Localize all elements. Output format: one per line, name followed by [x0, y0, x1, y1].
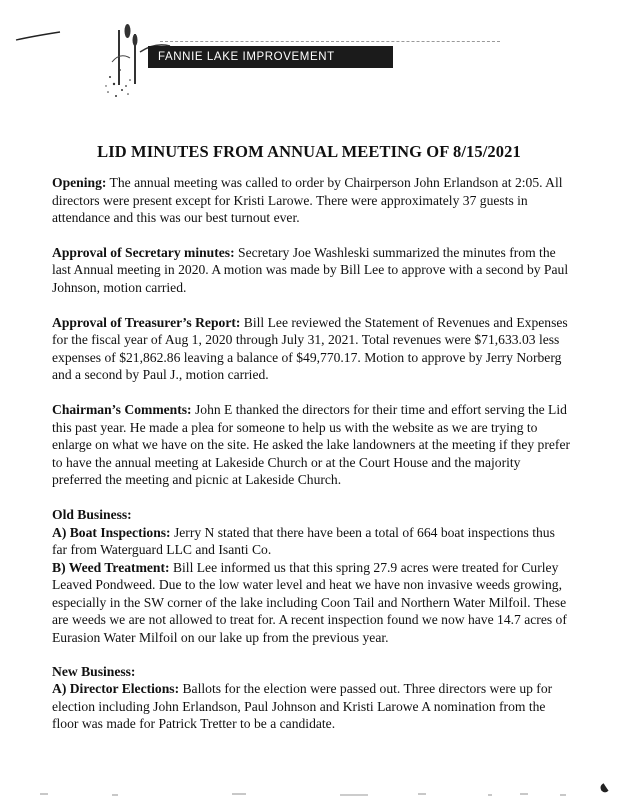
old-business-heading: Old Business: — [52, 506, 132, 522]
new-business-section — [52, 663, 572, 733]
new-business-heading: New Business: — [52, 663, 136, 679]
opening-heading: Opening: — [52, 175, 107, 190]
treasurer-text: Bill Lee reviewed the Statement of Revenues and Expenses for the fiscal year of Aug 1, 2020 through July 31, 2021. Total revenues were $71,633.03 less expenses of $21,862.86 leaving a balance of $49,770.17. Motion to approve by Jerry Norberg and a second by Paul J., motion carried. — [52, 314, 568, 383]
secretary-text: Secretary Joe Washleski summarized the minutes from the last Annual meeting in 2020. A motion was made by Bill Lee to approve with a second by Paul Johnson, motion carried. — [52, 244, 569, 295]
director-elections-heading: A) Director Elections: — [52, 681, 180, 697]
header-dashed-rule — [160, 41, 500, 42]
scan-bottom-artifacts — [0, 780, 618, 800]
old-business-item — [52, 524, 572, 559]
new-business-item — [52, 680, 572, 733]
minutes-body — [52, 174, 572, 750]
weed-treatment-text: Bill Lee informed us that this spring 27.9 acres were treated for Curley Leaved Pondweed. Due to the low water level and heat we have non invasive weeds growing, especially in the SW corner of the lake including Coon Tail and Northern Water Milfoil. These are weeds we are not allowed to treat for. A recent inspection found we now have 14.7 acres of Eurasion Water Milfoil on our lake up from the previous year. — [52, 559, 567, 646]
chairman-section — [52, 401, 572, 489]
chairman-text: John E thanked the directors for their time and effort serving the Lid this past year. He made a plea for someone to help us with the website as we are trying to enlarge on what we have on the site. He asked the lake landowners at the meeting if they prefer to have the annual meeting at Lakeside Church or at the Court House and the majority preferred the meeting and picnic at Lakeside Church. — [52, 401, 571, 488]
secretary-heading: Approval of Secretary minutes: — [52, 244, 235, 260]
treasurer-heading: Approval of Treasurer’s Report: — [52, 314, 241, 330]
opening-text: The annual meeting was called to order by Chairperson John Erlandson at 2:05. All directors were present except for Kristi Larowe. There were approximately 37 guests in attendance and this was our best turnout ever. — [52, 175, 563, 226]
old-business-item — [52, 559, 572, 647]
document-title: LID MINUTES FROM ANNUAL MEETING OF 8/15/2021 — [97, 142, 521, 161]
scan-mark-pen-stroke — [14, 30, 64, 44]
old-business-section — [52, 506, 572, 647]
director-elections-text: Ballots for the election were passed out. Three directors were up for election including John Erlandson, Paul Johnson and Kristi Larowe A nomination from the floor was made for Patrick Tretter to be a candidate. — [52, 681, 553, 732]
secretary-section — [52, 244, 572, 297]
treasurer-section — [52, 314, 572, 384]
boat-inspections-heading: A) Boat Inspections: — [52, 524, 171, 540]
opening-section — [52, 174, 572, 227]
weed-treatment-heading: B) Weed Treatment: — [52, 559, 170, 575]
organization-banner: FANNIE LAKE IMPROVEMENT DISTRICT — [148, 46, 393, 68]
chairman-heading: Chairman’s Comments: — [52, 401, 192, 417]
boat-inspections-text: Jerry N stated that there have been a total of 664 boat inspections thus far from Waterguard LLC and Isanti Co. — [52, 524, 555, 558]
